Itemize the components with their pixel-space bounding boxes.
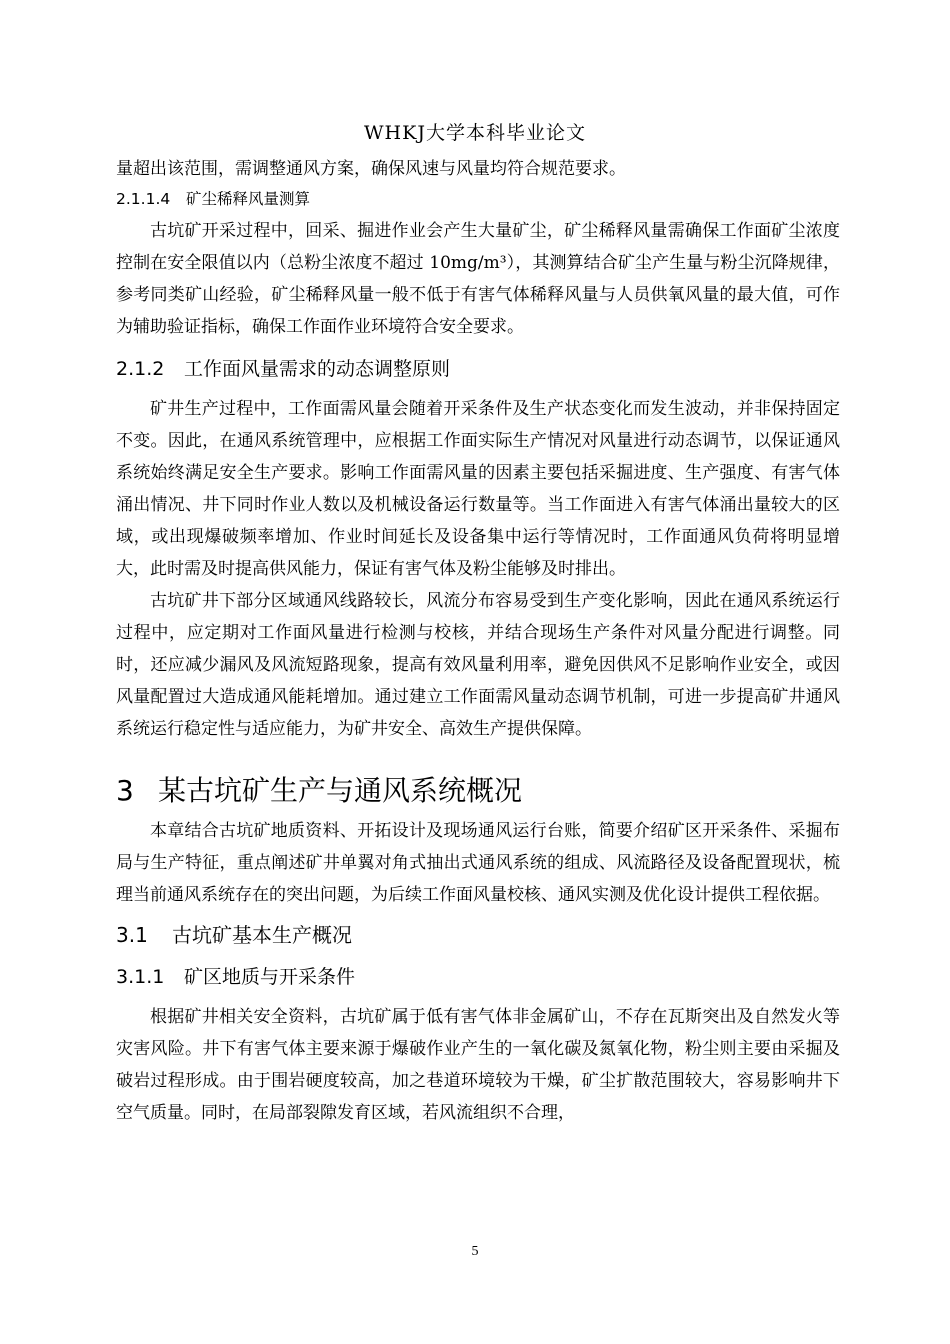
heading-3-1 — [116, 919, 840, 951]
paragraph-dust-dilution: 古坑矿开采过程中，回采、掘进作业会产生大量矿尘，矿尘稀释风量需确保工作面矿尘浓度控制在安全限值以内（总粉尘浓度不超过 10mg/m³），其测算结合矿尘产生量与粉尘沉降规律，参考同类矿山经验，矿尘稀释风量一般不低于有害气体稀释风量与人员供氧风量的最大值，可作为辅助验证指标，确保工作面作业环境符合安全要求。 — [116, 221, 840, 337]
heading-number: 2.1.1.4 — [116, 190, 171, 208]
chapter-heading-3 — [116, 771, 840, 811]
heading-2-1-2 — [116, 353, 840, 385]
heading-title: 某古坑矿生产与通风系统概况 — [158, 774, 523, 807]
paragraph-geology: 根据矿井相关安全资料，古坑矿属于低有害气体非金属矿山，不存在瓦斯突出及自然发火等灾害风险。井下有害气体主要来源于爆破作业产生的一氧化碳及氮氧化物，粉尘则主要由采掘及破岩过程形成。由于围岩硬度较高，加之巷道环境较为干燥，矿尘扩散范围较大，容易影响井下空气质量。同时，在局部裂隙发育区域，若风流组织不合理， — [116, 1007, 840, 1123]
paragraph-continued: 量超出该范围，需调整通风方案，确保风速与风量均符合规范要求。 — [116, 159, 626, 179]
page-number: 5 — [471, 1244, 479, 1259]
heading-number: 2.1.2 — [116, 358, 165, 380]
heading-title: 古坑矿基本生产概况 — [172, 923, 352, 947]
heading-number: 3 — [116, 774, 134, 807]
heading-title: 矿区地质与开采条件 — [184, 966, 356, 988]
heading-title: 矿尘稀释风量测算 — [186, 190, 311, 208]
heading-number: 3.1 — [116, 923, 148, 947]
running-header: WHKJ大学本科毕业论文 — [364, 122, 586, 144]
paragraph-chapter-intro: 本章结合古坑矿地质资料、开拓设计及现场通风运行台账，简要介绍矿区开采条件、采掘布局与生产特征，重点阐述矿井单翼对角式抽出式通风系统的组成、风流路径及设备配置现状，梳理当前通风系统存在的突出问题，为后续工作面风量校核、通风实测及优化设计提供工程依据。 — [116, 821, 840, 905]
page-body — [116, 153, 840, 1129]
heading-2-1-1-4 — [116, 187, 840, 211]
paragraph-dynamic-adjustment-2: 古坑矿井下部分区域通风线路较长，风流分布容易受到生产变化影响，因此在通风系统运行过程中，应定期对工作面风量进行检测与校核，并结合现场生产条件对风量分配进行调整。同时，还应减少漏风及风流短路现象，提高有效风量利用率，避免因供风不足影响作业安全，或因风量配置过大造成通风能耗增加。通过建立工作面需风量动态调节机制，可进一步提高矿井通风系统运行稳定性与适应能力，为矿井安全、高效生产提供保障。 — [116, 591, 840, 739]
paragraph-dynamic-adjustment-1: 矿井生产过程中，工作面需风量会随着开采条件及生产状态变化而发生波动，并非保持固定不变。因此，在通风系统管理中，应根据工作面实际生产情况对风量进行动态调节，以保证通风系统始终满足安全生产要求。影响工作面需风量的因素主要包括采掘进度、生产强度、有害气体涌出情况、井下同时作业人数以及机械设备运行数量等。当工作面进入有害气体涌出量较大的区域，或出现爆破频率增加、作业时间延长及设备集中运行等情况时，工作面通风负荷将明显增大，此时需及时提高供风能力，保证有害气体及粉尘能够及时排出。 — [116, 399, 840, 579]
heading-3-1-1 — [116, 961, 840, 993]
heading-title: 工作面风量需求的动态调整原则 — [184, 358, 451, 380]
heading-number: 3.1.1 — [116, 966, 165, 988]
